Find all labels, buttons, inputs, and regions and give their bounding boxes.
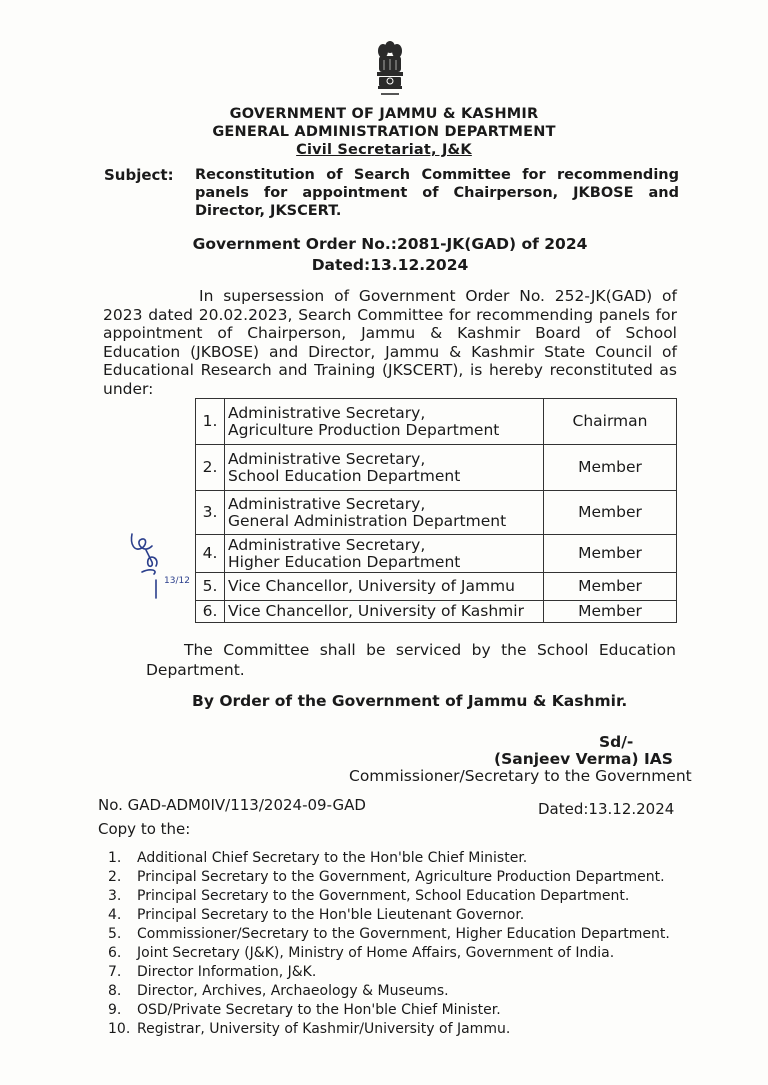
ashoka-emblem-icon xyxy=(374,40,406,102)
member-role: Member xyxy=(544,491,677,535)
designation-line: Administrative Secretary, xyxy=(228,535,426,554)
row-number: 2. xyxy=(196,445,225,491)
reference-number: No. GAD-ADM0IV/113/2024-09-GAD xyxy=(98,796,366,814)
designation-line: Administrative Secretary, xyxy=(228,403,426,422)
member-role: Member xyxy=(544,601,677,623)
member-designation xyxy=(225,573,544,601)
by-order-line: By Order of the Government of Jammu & Kashmir. xyxy=(192,692,628,710)
member-designation xyxy=(225,445,544,491)
department-line: General Administration Department xyxy=(228,511,507,530)
table-row xyxy=(196,573,677,601)
table-row xyxy=(196,601,677,623)
member-designation xyxy=(225,399,544,445)
list-item-number: 5. xyxy=(108,926,122,942)
header-department: GENERAL ADMINISTRATION DEPARTMENT xyxy=(212,124,556,140)
annotation-date: 13/12 xyxy=(164,576,190,586)
list-item-number: 8. xyxy=(108,983,122,999)
row-number: 6. xyxy=(196,601,225,623)
list-item-number: 9. xyxy=(108,1002,122,1018)
member-role: Member xyxy=(544,535,677,573)
reference-date: Dated:13.12.2024 xyxy=(538,800,675,818)
table-row xyxy=(196,491,677,535)
designation-line: Vice Chancellor, University of Jammu xyxy=(228,577,515,595)
row-number: 3. xyxy=(196,491,225,535)
table-row xyxy=(196,535,677,573)
subject-text: Reconstitution of Search Committee for recommending panels for appointment of Chairperson, JKBOSE and Director, JKSCERT. xyxy=(195,167,679,219)
copy-to-heading: Copy to the: xyxy=(98,820,191,838)
department-line: Higher Education Department xyxy=(228,552,461,571)
body-paragraph: In supersession of Government Order No. 252-JK(GAD) of 2023 dated 20.02.2023, Search Committee for recommending panels for appointment of Chairperson, Jammu & Kashmir Board of School Education (JKBOSE) and Director, Jammu & Kashmir State Council of Educational Research and Training (JKSCERT), is hereby reconstituted as under: xyxy=(103,287,677,398)
list-item-text: Director Information, J&K. xyxy=(137,964,317,980)
row-number: 4. xyxy=(196,535,225,573)
subject-label: Subject: xyxy=(104,166,174,184)
list-item-number: 6. xyxy=(108,945,122,961)
list-item-text: Commissioner/Secretary to the Government, Higher Education Department. xyxy=(137,926,670,942)
row-number: 1. xyxy=(196,399,225,445)
signatory-name: (Sanjeev Verma) IAS xyxy=(494,750,673,768)
department-line: School Education Department xyxy=(228,466,461,485)
list-item-number: 3. xyxy=(108,888,122,904)
list-item-text: Additional Chief Secretary to the Hon'ble Chief Minister. xyxy=(137,850,528,866)
list-item-number: 10. xyxy=(108,1021,131,1037)
member-designation xyxy=(225,601,544,623)
list-item-text: Principal Secretary to the Government, School Education Department. xyxy=(137,888,630,904)
member-designation xyxy=(225,491,544,535)
list-item-text: OSD/Private Secretary to the Hon'ble Chief Minister. xyxy=(137,1002,501,1018)
list-item-number: 4. xyxy=(108,907,122,923)
member-role: Member xyxy=(544,445,677,491)
list-item-number: 7. xyxy=(108,964,122,980)
department-line: Agriculture Production Department xyxy=(228,420,500,439)
signatory-designation: Commissioner/Secretary to the Government xyxy=(349,767,692,785)
list-item-number: 2. xyxy=(108,869,122,885)
member-role: Chairman xyxy=(544,399,677,445)
table-row xyxy=(196,445,677,491)
list-item-number: 1. xyxy=(108,850,122,866)
list-item-text: Director, Archives, Archaeology & Museums. xyxy=(137,983,449,999)
list-item-text: Principal Secretary to the Hon'ble Lieutenant Governor. xyxy=(137,907,525,923)
designation-line: Vice Chancellor, University of Kashmir xyxy=(228,602,524,620)
list-item-text: Registrar, University of Kashmir/University of Jammu. xyxy=(137,1021,511,1037)
order-date: Dated:13.12.2024 xyxy=(311,256,469,274)
closing-paragraph: The Committee shall be serviced by the School Education Department. xyxy=(146,641,676,679)
member-role: Member xyxy=(544,573,677,601)
header-secretariat: Civil Secretariat, J&K xyxy=(296,142,472,158)
row-number: 5. xyxy=(196,573,225,601)
list-item-text: Principal Secretary to the Government, Agriculture Production Department. xyxy=(137,869,665,885)
header-government: GOVERNMENT OF JAMMU & KASHMIR xyxy=(229,106,539,122)
order-number: Government Order No.:2081-JK(GAD) of 2024 xyxy=(192,235,588,253)
table-row xyxy=(196,399,677,445)
handwritten-initials-icon xyxy=(126,528,196,600)
list-item-text: Joint Secretary (J&K), Ministry of Home Affairs, Government of India. xyxy=(137,945,615,961)
designation-line: Administrative Secretary, xyxy=(228,494,426,513)
designation-line: Administrative Secretary, xyxy=(228,449,426,468)
signature-sd: Sd/- xyxy=(599,733,634,751)
member-designation xyxy=(225,535,544,573)
committee-table xyxy=(195,398,677,623)
